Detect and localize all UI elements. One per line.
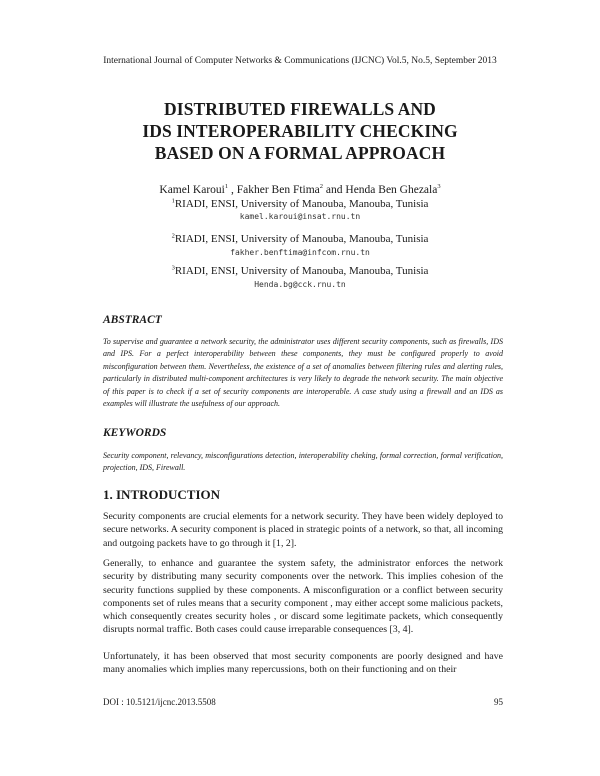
author-3: and Henda Ben Ghezala bbox=[323, 184, 438, 196]
intro-paragraph-2: Generally, to enhance and guarantee the system safety, the administrator enforces the network security by distributing many security components over the network. This implies cohesion of the security functions supplied by these components. A misconfiguration or a conflict between security components set of rules means that a security component , may either accept some malicious packets, which consequently creates security holes , or discard some legitimate packets, which consequently disrupts normal traffic. Both cases could cause irreparable consequences [3, 4]. bbox=[103, 558, 503, 636]
title-line-2: IDS INTEROPERABILITY CHECKING bbox=[142, 121, 458, 141]
author-1-sup: 1 bbox=[224, 183, 229, 191]
title-line-3: BASED ON A FORMAL APPROACH bbox=[154, 143, 446, 163]
author-3-sup: 3 bbox=[437, 183, 441, 191]
author-list bbox=[0, 184, 600, 196]
affiliation-1 bbox=[0, 198, 600, 210]
affiliation-1-text: RIADI, ENSI, University of Manouba, Manouba, Tunisia bbox=[174, 198, 429, 210]
email-3: Henda.bg@cck.rnu.tn bbox=[254, 280, 346, 289]
intro-paragraph-3: Unfortunately, it has been observed that most security components are poorly designed and have many anomalies which implies many repercussions, both on their functioning and on their bbox=[103, 651, 503, 676]
introduction-heading: 1. INTRODUCTION bbox=[103, 487, 221, 502]
email-1: kamel.karoui@insat.rnu.tn bbox=[239, 212, 361, 221]
footer-doi: DOI : 10.5121/ijcnc.2013.5508 bbox=[103, 697, 216, 707]
author-1: Kamel Karoui bbox=[159, 184, 225, 196]
affiliation-2-text: RIADI, ENSI, University of Manouba, Manouba, Tunisia bbox=[174, 233, 429, 245]
intro-paragraph-1: Security components are crucial elements for a network security. They have been widely deployed to secure networks. A security component is placed in strategic points of a network, so that, all incoming and outgoing packets have to go through it [1, 2]. bbox=[103, 511, 503, 549]
keywords-text: Security component, relevancy, misconfigurations detection, interoperability cheking, formal correction, formal verification, projection, IDS, Firewall. bbox=[103, 451, 503, 473]
keywords-heading: KEYWORDS bbox=[103, 427, 167, 439]
affiliation-3-text: RIADI, ENSI, University of Manouba, Manouba, Tunisia bbox=[174, 265, 429, 277]
email-2: fakher.benftima@infcom.rnu.tn bbox=[230, 248, 370, 257]
page-number: 95 bbox=[494, 697, 503, 707]
abstract-text: To supervise and guarantee a network security, the administrator uses different security components, such as firewalls, IDS and IPS. For a perfect interoperability between these components, they must be configured properly to avoid misconfiguration between them. Nevertheless, the existence of a set of anomalies between filtering rules and alerting rules, particularly in distributed multi-component architectures is very likely to degrade the network security. The main objective of this paper is to check if a set of security components are interoperable. A case study using a firewall and an IDS as examples will illustrate the usefulness of our approach. bbox=[103, 337, 503, 409]
affiliation-2 bbox=[0, 233, 600, 245]
author-2: , Fakher Ben Ftima bbox=[228, 184, 320, 196]
affiliation-1-sup: 1 bbox=[171, 197, 175, 205]
affiliation-2-sup: 2 bbox=[171, 232, 175, 240]
affiliation-3 bbox=[0, 265, 600, 277]
author-2-sup: 2 bbox=[319, 183, 324, 191]
affiliation-3-sup: 3 bbox=[171, 264, 175, 272]
journal-header: International Journal of Computer Networks & Communications (IJCNC) Vol.5, No.5, September 2013 bbox=[103, 56, 497, 66]
abstract-heading: ABSTRACT bbox=[103, 314, 162, 326]
title-line-1: DISTRIBUTED FIREWALLS AND bbox=[164, 99, 436, 119]
paper-title bbox=[0, 98, 600, 164]
